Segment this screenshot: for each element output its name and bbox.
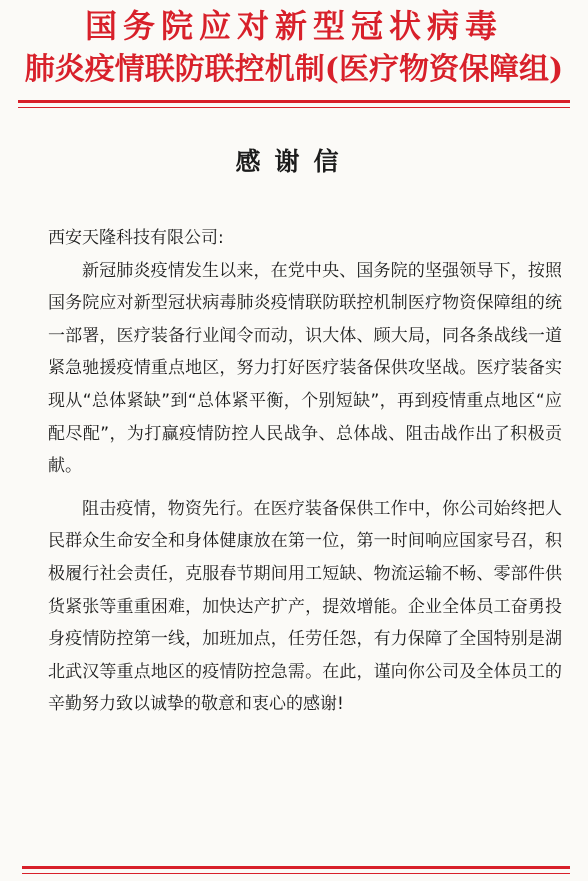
letter-body	[48, 222, 562, 721]
letter-title: 感谢信	[235, 147, 353, 176]
letter-paragraph-2: 阻击疫情，物资先行。在医疗装备保供工作中，你公司始终把人民群众生命安全和身体健康放在第一位，第一时间响应国家号召，积极履行社会责任，克服春节期间用工短缺、物流运输不畅、零部件供货紧张等重重困难，加快达产扩产，提效增能。企业全体员工奋勇投身疫情防控第一线，加班加点，任劳任怨，有力保障了全国特别是湖北武汉等重点地区的疫情防控急需。在此，谨向你公司及全体员工的辛勤努力致以诚挚的敬意和衷心的感谢!	[48, 498, 562, 715]
letter-paragraph-1: 新冠肺炎疫情发生以来，在党中央、国务院的坚强领导下，按照国务院应对新型冠状病毒肺炎疫情联防联控机制医疗物资保障组的统一部署，医疗装备行业闻令而动，识大体、顾大局，同各条战线一道紧急驰援疫情重点地区，努力打好医疗装备保供攻坚战。医疗装备实现从“总体紧缺”到“总体紧平衡，个别短缺”，再到疫情重点地区“应配尽配”，为打赢疫情防控人民战争、总体战、阻击战作出了积极贡献。	[48, 260, 562, 477]
letterhead-line-2: 肺炎疫情联防联控机制(医疗物资保障组)	[24, 52, 564, 87]
letter-salutation: 西安天隆科技有限公司:	[48, 228, 224, 248]
letterhead-line-1: 国务院应对新型冠状病毒	[84, 7, 503, 45]
letterhead-rule-thin	[18, 107, 570, 108]
footer-rule-thick	[22, 866, 570, 869]
footer-rule-thin	[22, 873, 570, 874]
letterhead-rule-thick	[18, 100, 570, 103]
